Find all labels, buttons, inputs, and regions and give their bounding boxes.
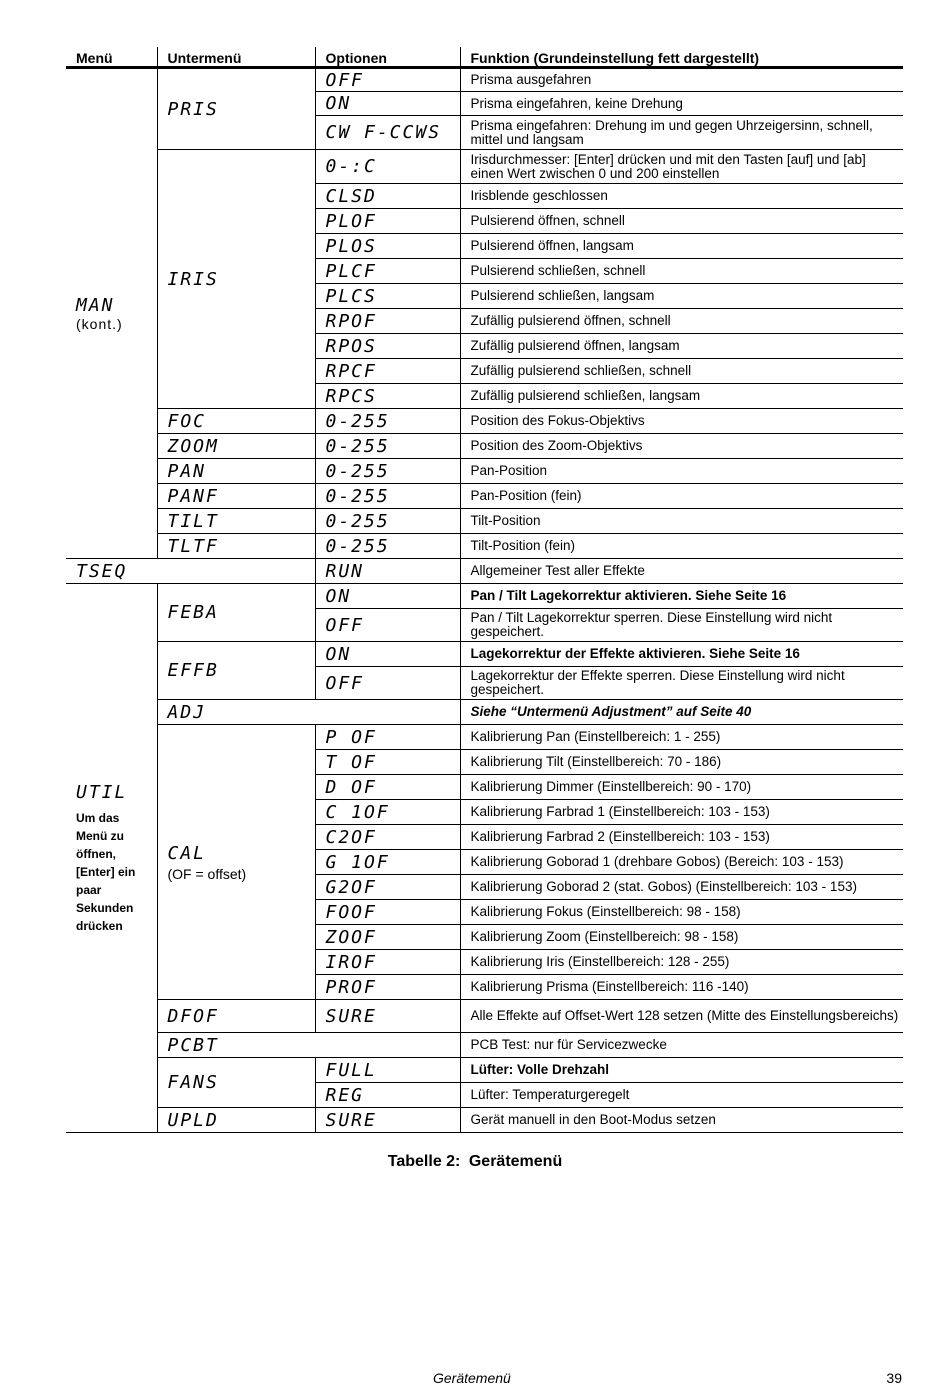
table-row: [66, 68, 903, 92]
function-cell: Zufällig pulsierend öffnen, langsam: [460, 334, 903, 359]
function-cell: Gerät manuell in den Boot-Modus setzen: [460, 1108, 903, 1133]
option-cell: T OF: [315, 750, 460, 775]
submenu-feba: [157, 584, 315, 642]
function-cell: Kalibrierung Farbrad 1 (Einstellbereich: 103 - 153): [460, 800, 903, 825]
table-row: [66, 700, 903, 725]
option-cell: G 1OF: [315, 850, 460, 875]
function-cell: Alle Effekte auf Offset-Wert 128 setzen (Mitte des Einstellungsbereichs): [460, 1000, 903, 1033]
option-cell: PLOF: [315, 209, 460, 234]
option-cell: 0-255: [315, 484, 460, 509]
function-cell: Kalibrierung Goborad 2 (stat. Gobos) (Einstellbereich: 103 - 153): [460, 875, 903, 900]
option-cell: SURE: [315, 1108, 460, 1133]
option-cell: OFF: [315, 667, 460, 700]
option-cell: 0-255: [315, 409, 460, 434]
option-cell: 0-255: [315, 509, 460, 534]
function-cell: Irisdurchmesser: [Enter] drücken und mit den Tasten [auf] und [ab] einen Wert zwischen 0 und 200 einstellen: [460, 150, 903, 184]
menu-note-man: (kont.): [76, 316, 123, 332]
menu-cell-util: [66, 584, 157, 1133]
option-cell: 0-255: [315, 534, 460, 559]
function-cell: Prisma ausgefahren: [460, 68, 903, 92]
function-cell: Pan-Position (fein): [460, 484, 903, 509]
function-cell: Kalibrierung Farbrad 2 (Einstellbereich: 103 - 153): [460, 825, 903, 850]
table-header-row: [66, 47, 903, 68]
submenu-fans: [157, 1058, 315, 1108]
option-cell: SURE: [315, 1000, 460, 1033]
function-cell: Kalibrierung Tilt (Einstellbereich: 70 - 186): [460, 750, 903, 775]
function-cell: Position des Zoom-Objektivs: [460, 434, 903, 459]
table-row: [66, 559, 903, 584]
function-cell: Lüfter: Temperaturgeregelt: [460, 1083, 903, 1108]
function-cell: Pan / Tilt Lagekorrektur sperren. Diese Einstellung wird nicht gespeichert.: [460, 609, 903, 642]
header-function: Funktion (Grundeinstellung fett dargestellt): [460, 47, 903, 68]
note-line: öffnen,: [76, 846, 116, 861]
table-row: [66, 434, 903, 459]
submenu-cell: TLTF: [157, 534, 315, 559]
function-cell: Pulsierend öffnen, schnell: [460, 209, 903, 234]
option-cell: IROF: [315, 950, 460, 975]
table-row: [66, 150, 903, 184]
option-cell: OFF: [315, 68, 460, 92]
caption-label: Tabelle 2:: [387, 1153, 461, 1170]
option-cell: FULL: [315, 1058, 460, 1083]
submenu-cell: PANF: [157, 484, 315, 509]
function-cell: Kalibrierung Dimmer (Einstellbereich: 90 - 170): [460, 775, 903, 800]
menu-code-man: MAN: [76, 295, 115, 316]
menu-code-util: UTIL: [76, 781, 128, 803]
submenu-adj: ADJ: [157, 700, 460, 725]
option-cell: PROF: [315, 975, 460, 1000]
submenu-pris: [157, 68, 315, 150]
submenu-iris: [157, 150, 315, 409]
option-cell: OFF: [315, 609, 460, 642]
option-cell: PLCF: [315, 259, 460, 284]
option-cell: CLSD: [315, 184, 460, 209]
note-line: Sekunden: [76, 900, 134, 915]
table-row: [66, 642, 903, 667]
option-cell: ON: [315, 642, 460, 667]
table-row: [66, 409, 903, 434]
submenu-cell: PCBT: [157, 1033, 460, 1058]
function-cell: Zufällig pulsierend öffnen, schnell: [460, 309, 903, 334]
function-cell: Lüfter: Volle Drehzahl: [460, 1058, 903, 1083]
submenu-code: FEBA: [167, 602, 219, 623]
table-row: [66, 584, 903, 609]
option-cell: C2OF: [315, 825, 460, 850]
function-cell: Kalibrierung Prisma (Einstellbereich: 116 -140): [460, 975, 903, 1000]
submenu-cell: TILT: [157, 509, 315, 534]
function-cell: Tilt-Position: [460, 509, 903, 534]
function-cell: Allgemeiner Test aller Effekte: [460, 559, 903, 584]
function-cell: Pan / Tilt Lagekorrektur aktivieren. Siehe Seite 16: [460, 584, 903, 609]
menu-note-util: [76, 809, 157, 935]
note-line: drücken: [76, 918, 123, 933]
table-row: [66, 1108, 903, 1133]
submenu-note: (OF = offset): [167, 865, 247, 882]
function-cell: Zufällig pulsierend schließen, langsam: [460, 384, 903, 409]
function-cell: Lagekorrektur der Effekte sperren. Diese Einstellung wird nicht gespeichert.: [460, 667, 903, 700]
table-row: [66, 509, 903, 534]
option-cell: P OF: [315, 725, 460, 750]
function-cell: Kalibrierung Fokus (Einstellbereich: 98 - 158): [460, 900, 903, 925]
table-row: [66, 459, 903, 484]
note-line: paar: [76, 882, 102, 897]
submenu-effb: [157, 642, 315, 700]
option-cell: ZOOF: [315, 925, 460, 950]
function-cell: Pulsierend schließen, schnell: [460, 259, 903, 284]
table-row: [66, 725, 903, 750]
option-cell: REG: [315, 1083, 460, 1108]
table-row: [66, 484, 903, 509]
function-cell: Kalibrierung Zoom (Einstellbereich: 98 - 158): [460, 925, 903, 950]
submenu-code: CAL: [167, 842, 207, 864]
option-cell: C 1OF: [315, 800, 460, 825]
option-cell: RPCS: [315, 384, 460, 409]
table-row: [66, 1058, 903, 1083]
submenu-code: FANS: [167, 1072, 219, 1093]
function-cell: Position des Fokus-Objektivs: [460, 409, 903, 434]
header-options: Optionen: [315, 47, 460, 68]
submenu-code: PRIS: [167, 98, 219, 120]
function-cell: Pulsierend schließen, langsam: [460, 284, 903, 309]
table-row: [66, 1033, 903, 1058]
submenu-cell: PAN: [157, 459, 315, 484]
option-cell: ON: [315, 92, 460, 116]
option-cell: PLOS: [315, 234, 460, 259]
function-cell: Pulsierend öffnen, langsam: [460, 234, 903, 259]
function-cell: PCB Test: nur für Servicezwecke: [460, 1033, 903, 1058]
table-row: [66, 1000, 903, 1033]
submenu-cell: ZOOM: [157, 434, 315, 459]
table-row: [66, 534, 903, 559]
submenu-code: IRIS: [167, 268, 219, 290]
header-menu: Menü: [66, 47, 157, 68]
header-submenu: Untermenü: [157, 47, 315, 68]
function-cell: Prisma eingefahren: Drehung im und gegen Uhrzeigersinn, schnell, mittel und langsam: [460, 116, 903, 150]
note-line: Menü zu: [76, 828, 124, 843]
option-cell: 0-255: [315, 434, 460, 459]
footer-title: Gerätemenü: [433, 1370, 511, 1386]
submenu-cal: [157, 725, 315, 1000]
option-cell: PLCS: [315, 284, 460, 309]
option-cell: CW F-CCWS: [315, 116, 460, 150]
submenu-cell: DFOF: [157, 1000, 315, 1033]
note-line: [Enter] ein: [76, 864, 136, 879]
option-cell: 0-255: [315, 459, 460, 484]
submenu-cell: FOC: [157, 409, 315, 434]
note-line: Um das: [76, 810, 120, 825]
function-cell: Prisma eingefahren, keine Drehung: [460, 92, 903, 116]
submenu-cell: UPLD: [157, 1108, 315, 1133]
option-cell: G2OF: [315, 875, 460, 900]
table-caption: [0, 1153, 950, 1171]
page-number: 39: [886, 1370, 902, 1386]
option-cell: RPOS: [315, 334, 460, 359]
option-cell: 0-:C: [315, 150, 460, 184]
function-cell: Kalibrierung Iris (Einstellbereich: 128 - 255): [460, 950, 903, 975]
option-cell: FOOF: [315, 900, 460, 925]
function-cell: Zufällig pulsierend schließen, schnell: [460, 359, 903, 384]
function-cell: Irisblende geschlossen: [460, 184, 903, 209]
option-cell: RPCF: [315, 359, 460, 384]
option-cell: ON: [315, 584, 460, 609]
option-cell: D OF: [315, 775, 460, 800]
menu-cell-man: [66, 68, 157, 559]
function-cell: Pan-Position: [460, 459, 903, 484]
function-cell: Kalibrierung Goborad 1 (drehbare Gobos) (Bereich: 103 - 153): [460, 850, 903, 875]
device-menu-table: [66, 47, 903, 1133]
submenu-code: EFFB: [167, 660, 219, 681]
caption-text: Gerätemenü: [468, 1153, 563, 1170]
function-cell: Kalibrierung Pan (Einstellbereich: 1 - 255): [460, 725, 903, 750]
function-cell: Lagekorrektur der Effekte aktivieren. Siehe Seite 16: [460, 642, 903, 667]
menu-cell-tseq: TSEQ: [66, 559, 315, 584]
option-cell: RUN: [315, 559, 460, 584]
option-cell: RPOF: [315, 309, 460, 334]
function-cell: Tilt-Position (fein): [460, 534, 903, 559]
function-cell: Siehe “Untermenü Adjustment” auf Seite 40: [460, 700, 903, 725]
